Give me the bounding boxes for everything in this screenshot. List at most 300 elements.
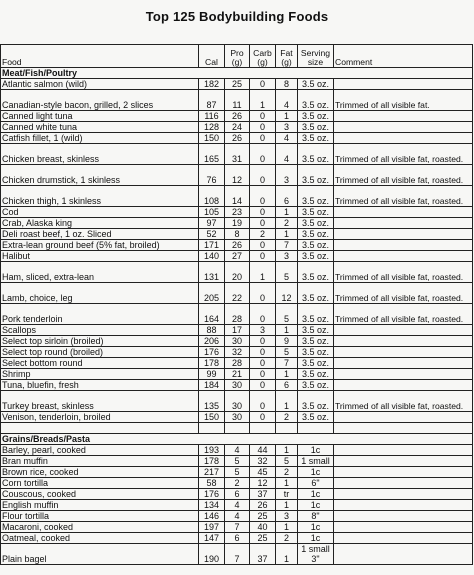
cell-food: Catfish fillet, 1 (wild) (1, 133, 199, 144)
cell-cal: 182 (199, 79, 225, 90)
cell-pro: 26 (225, 111, 250, 122)
table-row (1, 144, 473, 165)
cell-food: Tuna, bluefin, fresh (1, 380, 199, 391)
cell-comment (334, 544, 473, 565)
cell-pro: 4 (225, 500, 250, 511)
cell-carb: 0 (250, 380, 276, 391)
cell-fat: tr (276, 489, 298, 500)
cell-cal: 206 (199, 336, 225, 347)
col-header-comment: Comment (334, 45, 473, 68)
cell-carb: 40 (250, 522, 276, 533)
empty-cell (1, 423, 199, 434)
cell-serving: 3.5 oz. (298, 229, 334, 240)
cell-pro: 27 (225, 251, 250, 262)
cell-carb: 2 (250, 229, 276, 240)
table-row (1, 133, 473, 144)
cell-serving: 3.5 oz. (298, 122, 334, 133)
empty-cell (250, 68, 276, 79)
cell-carb: 0 (250, 412, 276, 423)
cell-carb: 0 (250, 111, 276, 122)
cell-pro: 17 (225, 325, 250, 336)
cell-food: Canned light tuna (1, 111, 199, 122)
table-row (1, 467, 473, 478)
cell-serving: 3.5 oz. (298, 133, 334, 144)
cell-pro: 31 (225, 144, 250, 165)
cell-carb: 0 (250, 133, 276, 144)
cell-food: Brown rice, cooked (1, 467, 199, 478)
empty-cell (225, 423, 250, 434)
cell-serving: 6" (298, 478, 334, 489)
cell-comment (334, 240, 473, 251)
cell-comment: Trimmed of all visible fat. (334, 90, 473, 111)
cell-comment (334, 347, 473, 358)
cell-fat: 12 (276, 283, 298, 304)
cell-cal: 140 (199, 251, 225, 262)
cell-cal: 87 (199, 90, 225, 111)
cell-comment (334, 111, 473, 122)
table-row (1, 122, 473, 133)
cell-comment (334, 218, 473, 229)
cell-fat: 1 (276, 325, 298, 336)
cell-carb: 0 (250, 358, 276, 369)
cell-comment (334, 358, 473, 369)
table-row (1, 262, 473, 283)
cell-cal: 108 (199, 186, 225, 207)
cell-comment: Trimmed of all visible fat, roasted. (334, 262, 473, 283)
cell-cal: 184 (199, 380, 225, 391)
cell-food: Select bottom round (1, 358, 199, 369)
cell-cal: 217 (199, 467, 225, 478)
cell-serving: 1c (298, 533, 334, 544)
cell-carb: 32 (250, 456, 276, 467)
table-row (1, 533, 473, 544)
cell-pro: 6 (225, 533, 250, 544)
table-row (1, 90, 473, 111)
cell-cal: 105 (199, 207, 225, 218)
cell-cal: 116 (199, 111, 225, 122)
cell-pro: 11 (225, 90, 250, 111)
cell-cal: 150 (199, 412, 225, 423)
cell-fat: 4 (276, 133, 298, 144)
section-title: Grains/Breads/Pasta (1, 434, 199, 445)
cell-carb: 0 (250, 207, 276, 218)
cell-food: Shrimp (1, 369, 199, 380)
cell-comment (334, 478, 473, 489)
empty-cell (276, 423, 298, 434)
cell-serving: 3.5 oz. (298, 262, 334, 283)
cell-cal: 88 (199, 325, 225, 336)
cell-serving: 3.5 oz. (298, 144, 334, 165)
cell-cal: 147 (199, 533, 225, 544)
cell-fat: 1 (276, 111, 298, 122)
table-row (1, 445, 473, 456)
cell-carb: 0 (250, 240, 276, 251)
cell-comment (334, 79, 473, 90)
cell-carb: 26 (250, 500, 276, 511)
cell-serving: 3.5 oz. (298, 218, 334, 229)
empty-cell (298, 68, 334, 79)
cell-comment: Trimmed of all visible fat, roasted. (334, 391, 473, 412)
cell-cal: 178 (199, 456, 225, 467)
cell-food: Chicken breast, skinless (1, 144, 199, 165)
cell-comment (334, 445, 473, 456)
cell-food: Select top sirloin (broiled) (1, 336, 199, 347)
cell-fat: 1 (276, 369, 298, 380)
cell-food: Extra-lean ground beef (5% fat, broiled) (1, 240, 199, 251)
cell-comment: Trimmed of all visible fat, roasted. (334, 304, 473, 325)
cell-comment (334, 122, 473, 133)
cell-serving: 3.5 oz. (298, 186, 334, 207)
cell-food: Flour tortilla (1, 511, 199, 522)
cell-serving: 1c (298, 489, 334, 500)
cell-carb: 1 (250, 262, 276, 283)
cell-serving: 3.5 oz. (298, 391, 334, 412)
table-row (1, 347, 473, 358)
cell-food: Ham, sliced, extra-lean (1, 262, 199, 283)
cell-comment: Trimmed of all visible fat, roasted. (334, 186, 473, 207)
empty-cell (334, 434, 473, 445)
section-header-row (1, 68, 473, 79)
cell-serving: 3.5 oz. (298, 369, 334, 380)
cell-comment (334, 533, 473, 544)
empty-cell (250, 423, 276, 434)
table-row (1, 380, 473, 391)
cell-fat: 1 (276, 445, 298, 456)
empty-cell (225, 434, 250, 445)
cell-food: Scallops (1, 325, 199, 336)
cell-carb: 12 (250, 478, 276, 489)
cell-comment (334, 229, 473, 240)
empty-cell (199, 68, 225, 79)
table-row (1, 391, 473, 412)
cell-carb: 37 (250, 489, 276, 500)
cell-carb: 0 (250, 186, 276, 207)
cell-fat: 1 (276, 478, 298, 489)
cell-pro: 2 (225, 478, 250, 489)
cell-comment (334, 467, 473, 478)
cell-food: Lamb, choice, leg (1, 283, 199, 304)
cell-serving: 3.5 oz. (298, 207, 334, 218)
cell-comment (334, 251, 473, 262)
cell-pro: 20 (225, 262, 250, 283)
table-header (1, 45, 473, 68)
cell-fat: 2 (276, 533, 298, 544)
cell-carb: 3 (250, 325, 276, 336)
table-row (1, 165, 473, 186)
section-title: Meat/Fish/Poultry (1, 68, 199, 79)
cell-cal: 205 (199, 283, 225, 304)
table-row (1, 522, 473, 533)
cell-cal: 178 (199, 358, 225, 369)
cell-serving: 3.5 oz. (298, 90, 334, 111)
cell-food: Atlantic salmon (wild) (1, 79, 199, 90)
cell-pro: 8 (225, 229, 250, 240)
cell-carb: 25 (250, 533, 276, 544)
cell-comment (334, 511, 473, 522)
cell-fat: 5 (276, 304, 298, 325)
table-row (1, 207, 473, 218)
cell-carb: 0 (250, 283, 276, 304)
cell-carb: 44 (250, 445, 276, 456)
cell-food: Oatmeal, cooked (1, 533, 199, 544)
cell-serving: 3.5 oz. (298, 283, 334, 304)
cell-serving: 1c (298, 500, 334, 511)
cell-carb: 0 (250, 144, 276, 165)
empty-cell (298, 434, 334, 445)
cell-pro: 24 (225, 122, 250, 133)
cell-food: Macaroni, cooked (1, 522, 199, 533)
cell-fat: 5 (276, 262, 298, 283)
empty-cell (199, 434, 225, 445)
cell-pro: 19 (225, 218, 250, 229)
cell-comment (334, 456, 473, 467)
cell-pro: 4 (225, 511, 250, 522)
cell-serving: 1c (298, 522, 334, 533)
cell-pro: 5 (225, 456, 250, 467)
cell-pro: 28 (225, 358, 250, 369)
cell-cal: 52 (199, 229, 225, 240)
col-header-serving: Serving size (298, 45, 334, 68)
empty-cell (199, 423, 225, 434)
cell-serving: 3.5 oz. (298, 240, 334, 251)
cell-cal: 176 (199, 489, 225, 500)
empty-cell (276, 68, 298, 79)
cell-food: Canadian-style bacon, grilled, 2 slices (1, 90, 199, 111)
table-row (1, 412, 473, 423)
cell-serving: 1c (298, 467, 334, 478)
cell-food: Cod (1, 207, 199, 218)
cell-pro: 23 (225, 207, 250, 218)
cell-comment: Trimmed of all visible fat, roasted. (334, 165, 473, 186)
cell-cal: 97 (199, 218, 225, 229)
food-table (0, 44, 473, 565)
cell-pro: 21 (225, 369, 250, 380)
cell-food: Chicken thigh, 1 skinless (1, 186, 199, 207)
cell-fat: 7 (276, 240, 298, 251)
cell-food: Couscous, cooked (1, 489, 199, 500)
table-row (1, 489, 473, 500)
cell-pro: 22 (225, 283, 250, 304)
table-row (1, 456, 473, 467)
cell-serving: 3.5 oz. (298, 380, 334, 391)
cell-fat: 6 (276, 380, 298, 391)
cell-carb: 0 (250, 369, 276, 380)
cell-comment: Trimmed of all visible fat, roasted. (334, 144, 473, 165)
cell-comment (334, 412, 473, 423)
table-row (1, 336, 473, 347)
cell-carb: 0 (250, 251, 276, 262)
cell-food: Corn tortilla (1, 478, 199, 489)
cell-pro: 7 (225, 544, 250, 565)
table-row (1, 511, 473, 522)
table-row (1, 304, 473, 325)
table-row (1, 218, 473, 229)
cell-comment (334, 369, 473, 380)
cell-comment (334, 380, 473, 391)
cell-comment (334, 133, 473, 144)
cell-carb: 0 (250, 79, 276, 90)
cell-carb: 0 (250, 122, 276, 133)
cell-pro: 14 (225, 186, 250, 207)
cell-serving: 3.5 oz. (298, 325, 334, 336)
cell-serving: 1 small 3" (298, 544, 334, 565)
cell-fat: 1 (276, 207, 298, 218)
cell-cal: 164 (199, 304, 225, 325)
cell-fat: 3 (276, 251, 298, 262)
cell-serving: 3.5 oz. (298, 347, 334, 358)
cell-fat: 6 (276, 186, 298, 207)
table-body (1, 68, 473, 565)
cell-cal: 197 (199, 522, 225, 533)
table-row (1, 500, 473, 511)
cell-fat: 1 (276, 544, 298, 565)
table-row (1, 111, 473, 122)
cell-serving: 3.5 oz. (298, 251, 334, 262)
col-header-food: Food (1, 45, 199, 68)
table-row (1, 240, 473, 251)
cell-fat: 4 (276, 144, 298, 165)
col-header-carb: Carb (g) (250, 45, 276, 68)
cell-carb: 0 (250, 391, 276, 412)
cell-pro: 28 (225, 304, 250, 325)
cell-cal: 135 (199, 391, 225, 412)
cell-cal: 193 (199, 445, 225, 456)
cell-pro: 12 (225, 165, 250, 186)
cell-food: Venison, tenderloin, broiled (1, 412, 199, 423)
cell-cal: 146 (199, 511, 225, 522)
cell-cal: 176 (199, 347, 225, 358)
cell-cal: 128 (199, 122, 225, 133)
cell-serving: 3.5 oz. (298, 165, 334, 186)
cell-food: Deli roast beef, 1 oz. Sliced (1, 229, 199, 240)
empty-cell (334, 423, 473, 434)
cell-fat: 1 (276, 229, 298, 240)
cell-food: Halibut (1, 251, 199, 262)
cell-food: Pork tenderloin (1, 304, 199, 325)
cell-fat: 2 (276, 467, 298, 478)
cell-comment (334, 325, 473, 336)
cell-serving: 1 small (298, 456, 334, 467)
section-spacer (1, 423, 473, 434)
cell-food: Crab, Alaska king (1, 218, 199, 229)
cell-pro: 6 (225, 489, 250, 500)
cell-serving: 3.5 oz. (298, 336, 334, 347)
empty-cell (298, 423, 334, 434)
col-header-cal: Cal (199, 45, 225, 68)
col-header-pro: Pro (g) (225, 45, 250, 68)
cell-fat: 9 (276, 336, 298, 347)
cell-comment (334, 336, 473, 347)
cell-serving: 3.5 oz. (298, 79, 334, 90)
cell-pro: 32 (225, 347, 250, 358)
cell-comment: Trimmed of all visible fat, roasted. (334, 283, 473, 304)
cell-serving: 3.5 oz. (298, 358, 334, 369)
cell-fat: 4 (276, 90, 298, 111)
cell-food: Plain bagel (1, 544, 199, 565)
cell-cal: 76 (199, 165, 225, 186)
empty-cell (276, 434, 298, 445)
cell-fat: 2 (276, 412, 298, 423)
cell-cal: 58 (199, 478, 225, 489)
cell-serving: 3.5 oz. (298, 304, 334, 325)
cell-fat: 2 (276, 218, 298, 229)
table-row (1, 283, 473, 304)
cell-pro: 30 (225, 380, 250, 391)
cell-food: Bran muffin (1, 456, 199, 467)
col-header-fat: Fat (g) (276, 45, 298, 68)
cell-pro: 7 (225, 522, 250, 533)
cell-carb: 37 (250, 544, 276, 565)
cell-pro: 4 (225, 445, 250, 456)
cell-food: Barley, pearl, cooked (1, 445, 199, 456)
cell-comment (334, 522, 473, 533)
cell-cal: 190 (199, 544, 225, 565)
cell-carb: 0 (250, 347, 276, 358)
cell-cal: 171 (199, 240, 225, 251)
cell-food: English muffin (1, 500, 199, 511)
cell-serving: 3.5 oz. (298, 412, 334, 423)
cell-fat: 5 (276, 456, 298, 467)
table-row (1, 369, 473, 380)
cell-fat: 3 (276, 122, 298, 133)
table-row (1, 251, 473, 262)
table-row (1, 186, 473, 207)
cell-food: Chicken drumstick, 1 skinless (1, 165, 199, 186)
cell-pro: 26 (225, 240, 250, 251)
cell-fat: 8 (276, 79, 298, 90)
cell-carb: 0 (250, 336, 276, 347)
cell-pro: 5 (225, 467, 250, 478)
cell-pro: 25 (225, 79, 250, 90)
table-row (1, 229, 473, 240)
cell-fat: 5 (276, 347, 298, 358)
cell-carb: 25 (250, 511, 276, 522)
empty-cell (225, 68, 250, 79)
table-row (1, 325, 473, 336)
cell-serving: 3.5 oz. (298, 111, 334, 122)
cell-fat: 1 (276, 522, 298, 533)
table-row (1, 358, 473, 369)
cell-fat: 3 (276, 165, 298, 186)
cell-pro: 26 (225, 133, 250, 144)
empty-cell (250, 434, 276, 445)
page-title: Top 125 Bodybuilding Foods (145, 9, 329, 24)
cell-pro: 30 (225, 412, 250, 423)
cell-carb: 0 (250, 165, 276, 186)
cell-fat: 1 (276, 391, 298, 412)
cell-carb: 0 (250, 218, 276, 229)
cell-fat: 1 (276, 500, 298, 511)
cell-cal: 99 (199, 369, 225, 380)
cell-fat: 7 (276, 358, 298, 369)
cell-cal: 131 (199, 262, 225, 283)
cell-food: Turkey breast, skinless (1, 391, 199, 412)
empty-cell (334, 68, 473, 79)
cell-cal: 134 (199, 500, 225, 511)
cell-serving: 8" (298, 511, 334, 522)
table-row (1, 478, 473, 489)
cell-food: Canned white tuna (1, 122, 199, 133)
cell-cal: 165 (199, 144, 225, 165)
table-row (1, 544, 473, 565)
table-row (1, 79, 473, 90)
cell-food: Select top round (broiled) (1, 347, 199, 358)
cell-cal: 150 (199, 133, 225, 144)
cell-serving: 1c (298, 445, 334, 456)
cell-comment (334, 500, 473, 511)
cell-carb: 45 (250, 467, 276, 478)
cell-pro: 30 (225, 391, 250, 412)
